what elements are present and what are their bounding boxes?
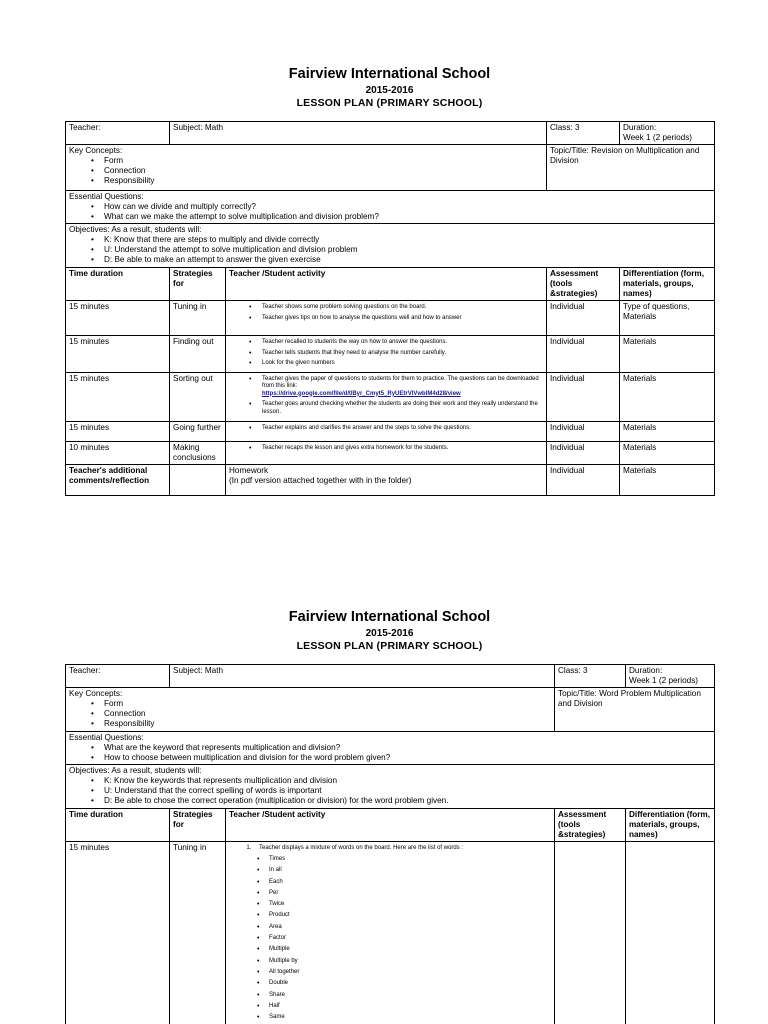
class: Class: 3	[547, 122, 620, 145]
word-item: • Same	[257, 1012, 551, 1023]
key-concept: • Form	[91, 699, 551, 709]
table-row	[66, 372, 715, 421]
essential-questions-label: Essential Questions:	[69, 733, 144, 742]
key-concepts	[66, 688, 555, 732]
word-item: • Area	[257, 922, 551, 933]
strategy: Going further	[170, 421, 226, 441]
strategy: Sorting out	[170, 372, 226, 421]
download-link[interactable]: https://drive.google.com/file/d/0Byr_Cmyt5_RyUEtrVlVwblM4d28/view	[262, 390, 461, 397]
word-list	[229, 854, 551, 1023]
differentiation: Materials	[620, 336, 715, 373]
activity-text: Teacher displays a mixture of words on the board. Here are the list of words :	[259, 845, 464, 851]
assessment: Individual	[547, 441, 620, 464]
essential-questions-label: Essential Questions:	[69, 192, 144, 201]
activity	[226, 301, 547, 336]
word-item: • Times	[257, 854, 551, 865]
table-row	[66, 464, 715, 495]
table-row	[66, 441, 715, 464]
word-item: • Per	[257, 888, 551, 899]
header-time: Time duration	[66, 809, 170, 842]
word-item: • Half	[257, 1001, 551, 1012]
lesson-plan-table	[65, 664, 715, 1024]
duration-value: Week 1 (2 periods)	[623, 133, 693, 142]
key-concept: • Connection	[91, 709, 551, 719]
header-assessment: Assessment (tools &strategies)	[555, 809, 626, 842]
word-item: • Share	[257, 990, 551, 1001]
objective: • K: Know the keywords that represents multiplication and division	[91, 776, 711, 786]
subject: Subject: Math	[170, 665, 555, 688]
key-concept: • Responsibility	[91, 176, 543, 186]
objective: • U: Understand the attempt to solve multiplication and division problem	[91, 245, 711, 255]
assessment: Individual	[547, 421, 620, 441]
objectives	[66, 224, 715, 268]
essential-question: • What can we make the attempt to solve multiplication and division problem?	[91, 212, 711, 222]
differentiation: Materials	[620, 464, 715, 495]
lesson-plan-title: LESSON PLAN (PRIMARY SCHOOL)	[296, 640, 483, 652]
time-duration: 15 minutes	[66, 421, 170, 441]
activity-item: • Teacher goes around checking whether the students are doing their work and they really understand the lesson.	[249, 401, 543, 416]
time-duration: 10 minutes	[66, 441, 170, 464]
activity-item	[253, 844, 551, 852]
school-years: 2015-2016	[365, 628, 414, 639]
assessment: Individual	[547, 372, 620, 421]
duration	[626, 665, 715, 688]
word-item: • Multiple by	[257, 956, 551, 967]
time-duration: 15 minutes	[66, 372, 170, 421]
objective: • K: Know that there are steps to multiply and divide correctly	[91, 235, 711, 245]
lesson-plan-title: LESSON PLAN (PRIMARY SCHOOL)	[296, 97, 483, 109]
word-item: • Product	[257, 910, 551, 921]
lesson-plan-2	[65, 609, 714, 1024]
school-years: 2015-2016	[365, 85, 414, 96]
topic-title: Topic/Title: Word Problem Multiplication and Division	[555, 688, 715, 732]
class: Class: 3	[555, 665, 626, 688]
objective: • D: Be able to chose the correct operation (multiplication or division) for the word problem given.	[91, 796, 711, 806]
subject: Subject: Math	[170, 122, 547, 145]
word-item: • All together	[257, 967, 551, 978]
empty-cell	[170, 464, 226, 495]
objectives-label: Objectives: As a result, students will:	[69, 766, 202, 775]
activity	[226, 372, 547, 421]
time-duration: 15 minutes	[66, 336, 170, 373]
duration	[620, 122, 715, 145]
table-row	[66, 842, 715, 1024]
table-row	[66, 336, 715, 373]
topic-title: Topic/Title: Revision on Multiplication and Division	[547, 145, 715, 191]
essential-question: • What are the keyword that represents multiplication and division?	[91, 743, 711, 753]
essential-question: • How can we divide and multiply correctly?	[91, 202, 711, 212]
homework	[226, 464, 547, 495]
strategy: Making conclusions	[170, 441, 226, 464]
activity-item: • Teacher recaps the lesson and gives extra homework for the students.	[249, 445, 543, 453]
school-name: Fairview International School	[288, 609, 491, 625]
teacher-label: Teacher:	[66, 665, 170, 688]
word-item: • In all	[257, 865, 551, 876]
activity-item: • Teacher shows some problem solving questions on the board.	[249, 304, 543, 312]
header-strategies: Strategies for	[170, 809, 226, 842]
activity	[226, 842, 555, 1024]
school-name: Fairview International School	[288, 66, 491, 82]
header-time: Time duration	[66, 268, 170, 301]
header-differentiation: Differentiation (form, materials, groups, names)	[620, 268, 715, 301]
activity-item: • Teacher explains and clarifies the answer and the steps to solve the questions.	[249, 425, 543, 433]
homework-title: Homework	[229, 465, 269, 475]
differentiation: Materials	[620, 441, 715, 464]
differentiation: Type of questions, Materials	[620, 301, 715, 336]
differentiation: Materials	[620, 372, 715, 421]
header-differentiation: Differentiation (form, materials, groups, names)	[626, 809, 715, 842]
key-concepts-label: Key Concepts:	[69, 689, 123, 698]
header-strategies: Strategies for	[170, 268, 226, 301]
assessment: Individual	[547, 301, 620, 336]
assessment	[555, 842, 626, 1024]
objective: • U: Understand that the correct spelling of words is important	[91, 786, 711, 796]
activity-item: • Teacher gives tips on how to analyse the questions well and how to answer	[249, 315, 543, 323]
duration-label: Duration:	[629, 666, 663, 675]
duration-label: Duration:	[623, 123, 657, 132]
activity-item: • Look for the given numbers	[249, 360, 543, 368]
strategy: Finding out	[170, 336, 226, 373]
table-row	[66, 421, 715, 441]
homework-text: (In pdf version attached together with in the folder)	[229, 475, 412, 485]
essential-questions	[66, 732, 715, 765]
reflection-label: Teacher's additional comments/reflection	[66, 464, 170, 495]
activity-item: • Teacher tells students that they need to analyse the number carefully.	[249, 350, 543, 358]
assessment: Individual	[547, 336, 620, 373]
objectives	[66, 765, 715, 809]
word-item: • Factor	[257, 933, 551, 944]
assessment: Individual	[547, 464, 620, 495]
key-concept: • Responsibility	[91, 719, 551, 729]
objectives-label: Objectives: As a result, students will:	[69, 225, 202, 234]
differentiation	[626, 842, 715, 1024]
objective: • D: Be able to make an attempt to answer the given exercise	[91, 255, 711, 265]
activity	[226, 441, 547, 464]
essential-question: • How to choose between multiplication and division for the word problem given?	[91, 753, 711, 763]
key-concepts	[66, 145, 547, 191]
lesson-plan-table	[65, 121, 715, 496]
activity	[226, 421, 547, 441]
differentiation: Materials	[620, 421, 715, 441]
header-activity: Teacher /Student activity	[226, 809, 555, 842]
activity	[226, 336, 547, 373]
key-concept: • Form	[91, 156, 543, 166]
key-concept: • Connection	[91, 166, 543, 176]
duration-value: Week 1 (2 periods)	[629, 676, 699, 685]
key-concepts-label: Key Concepts:	[69, 146, 123, 155]
strategy: Tuning in	[170, 842, 226, 1024]
activity-text: Teacher gives the paper of questions to students for them to practice. The questions can be downloaded from this link:	[262, 375, 539, 389]
table-row	[66, 301, 715, 336]
teacher-label: Teacher:	[66, 122, 170, 145]
word-item: • Twice	[257, 899, 551, 910]
lesson-plan-1	[65, 66, 714, 496]
activity-item	[249, 376, 543, 399]
activity-item: • Teacher recalled to students the way on how to answer the questions.	[249, 339, 543, 347]
word-item: • Each	[257, 877, 551, 888]
header-assessment: Assessment (tools &strategies)	[547, 268, 620, 301]
header-activity: Teacher /Student activity	[226, 268, 547, 301]
word-item: • Double	[257, 978, 551, 989]
strategy: Tuning in	[170, 301, 226, 336]
time-duration: 15 minutes	[66, 301, 170, 336]
word-item: • Multiple	[257, 944, 551, 955]
essential-questions	[66, 191, 715, 224]
time-duration: 15 minutes	[66, 842, 170, 1024]
